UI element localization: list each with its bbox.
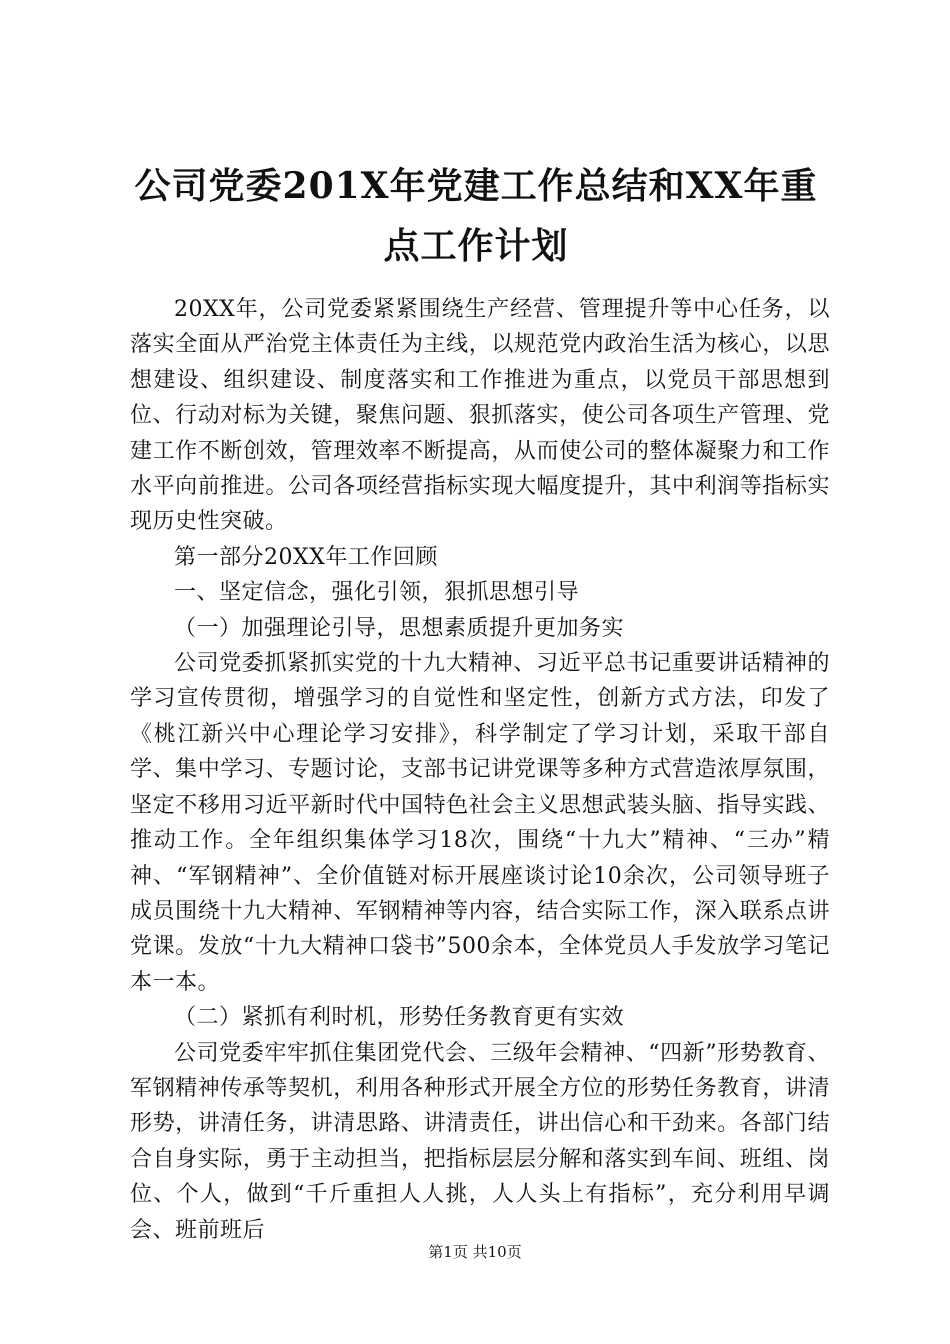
paragraph-situation-education: 公司党委牢牢抓住集团党代会、三级年会精神、“四新”形势教育、军钢精神传承等契机，利用各种形式开展全方位的形势任务教育，讲清形势，讲清任务，讲清思路、讲清责任，讲出信心和干劲来。各部门结合自身实际，勇于主动担当，把指标层层分解和落实到车间、班组、岗位、个人，做到“千斤重担人人挑，人人头上有指标”，充分利用早调会、班前班后	[130, 1040, 830, 1243]
section-heading-part-one: 第一部分20XX年工作回顾	[174, 544, 438, 570]
section-heading-1: 一、坚定信念，强化引领，狠抓思想引导	[174, 580, 580, 606]
paragraph-theory-study: 公司党委抓紧抓实党的十九大精神、习近平总书记重要讲话精神的学习宣传贯彻，增强学习的自觉性和坚定性，创新方式方法，印发了《桃江新兴中心理论学习安排》，科学制定了学习计划，采取干部自学、集中学习、专题讨论，支部书记讲党课等多种方式营造浓厚氛围，坚定不移用习近平新时代中国特色社会主义思想武装头脑、指导实践、推动工作。全年组织集体学习18次，围绕“十九大”精神、“三办”精神、“军钢精神”、全价值链对标开展座谈讨论10余次，公司领导班子成员围绕十九大精神、军钢精神等内容，结合实际工作，深入联系点讲党课。发放“十九大精神口袋书”500余本，全体党员人手发放学习笔记本一本。	[130, 651, 830, 995]
paragraph-intro: 20XX年，公司党委紧紧围绕生产经营、管理提升等中心任务，以落实全面从严治党主体责任为主线，以规范党内政治生活为核心，以思想建设、组织建设、制度落实和工作推进为重点，以党员干部思想到位、行动对标为关键，聚焦问题、狠抓落实，使公司各项生产管理、党建工作不断创效，管理效率不断提高，从而使公司的整体凝聚力和工作水平向前推进。公司各项经营指标实现大幅度提升，其中利润等指标实现历史性突破。	[130, 297, 830, 535]
document-body	[130, 292, 830, 1248]
document-title: 公司党委201X年党建工作总结和XX年重点工作计划	[134, 165, 818, 267]
subsection-heading-1-1: （一）加强理论引导，思想素质提升更加务实	[174, 615, 625, 641]
subsection-heading-1-2: （二）紧抓有利时机，形势任务教育更有实效	[174, 1005, 625, 1031]
page-footer: 第1页 共10页	[428, 1243, 522, 1261]
